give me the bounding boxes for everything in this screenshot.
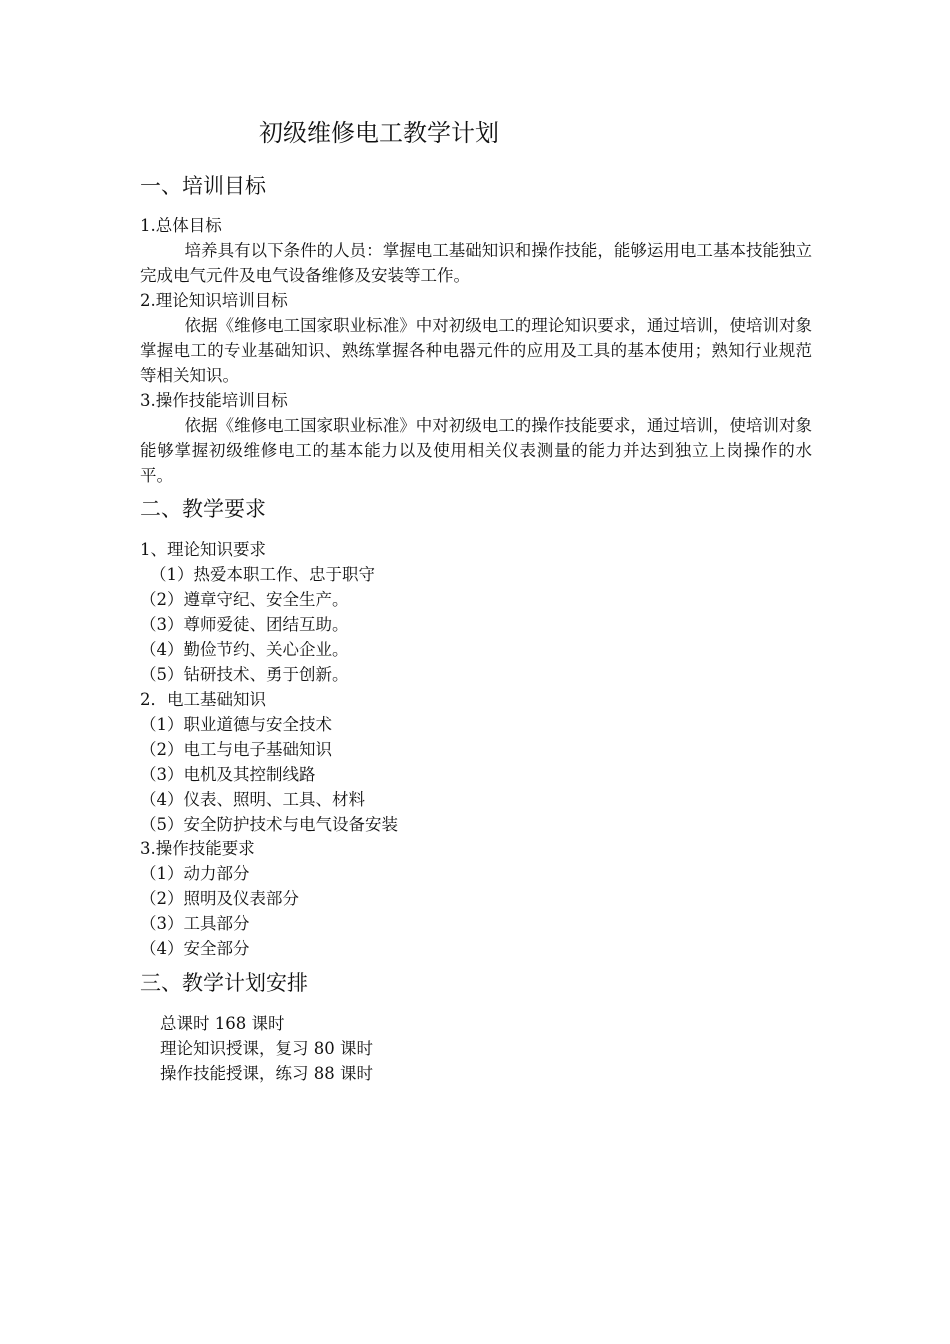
list-item: （3）尊师爱徒、团结互助。 [140,615,349,634]
document-title: 初级维修电工教学计划 [259,119,499,147]
subheading-overall-goal: 1.总体目标 [140,216,222,235]
list-item: （2）电工与电子基础知识 [140,740,332,759]
paragraph-theory-goal: 依据《维修电工国家职业标准》中对初级电工的理论知识要求，通过培训，使培训对象掌握电工的专业基础知识、熟练掌握各种电器元件的应用及工具的基本使用；熟知行业规范等相关知识。 [140,316,812,385]
paragraph-overall-goal: 培养具有以下条件的人员：掌握电工基础知识和操作技能，能够运用电工基本技能独立完成电气元件及电气设备维修及安装等工作。 [140,241,812,285]
group-title-theory-requirements: 1、理论知识要求 [140,540,266,559]
schedule-line-skill-hours: 操作技能授课，练习 88 课时 [160,1064,373,1083]
list-item: （1）热爱本职工作、忠于职守 [150,565,375,584]
section-heading-training-goals: 一、培训目标 [140,174,266,198]
group-title-electrical-basics: 2．电工基础知识 [140,690,266,709]
schedule-line-total-hours: 总课时 168 课时 [160,1014,285,1033]
schedule-line-theory-hours: 理论知识授课，复习 80 课时 [160,1039,373,1058]
list-item: （4）仪表、照明、工具、材料 [140,790,365,809]
section-heading-teaching-requirements: 二、教学要求 [140,497,266,521]
group-title-skill-requirements: 3.操作技能要求 [140,839,255,858]
list-item: （1）动力部分 [140,864,250,883]
list-item: （1）职业道德与安全技术 [140,715,332,734]
list-item: （5）钻研技术、勇于创新。 [140,665,349,684]
section-heading-schedule: 三、教学计划安排 [140,971,308,995]
list-item: （3）工具部分 [140,914,250,933]
list-item: （4）安全部分 [140,939,250,958]
list-item: （3）电机及其控制线路 [140,765,316,784]
subheading-theory-goal: 2.理论知识培训目标 [140,291,288,310]
paragraph-skill-goal: 依据《维修电工国家职业标准》中对初级电工的操作技能要求，通过培训，使培训对象能够掌握初级维修电工的基本能力以及使用相关仪表测量的能力并达到独立上岗操作的水平。 [140,416,812,485]
subheading-skill-goal: 3.操作技能培训目标 [140,391,288,410]
list-item: （2）照明及仪表部分 [140,889,299,908]
list-item: （4）勤俭节约、关心企业。 [140,640,349,659]
list-item: （5）安全防护技术与电气设备安装 [140,815,398,834]
list-item: （2）遵章守纪、安全生产。 [140,590,349,609]
